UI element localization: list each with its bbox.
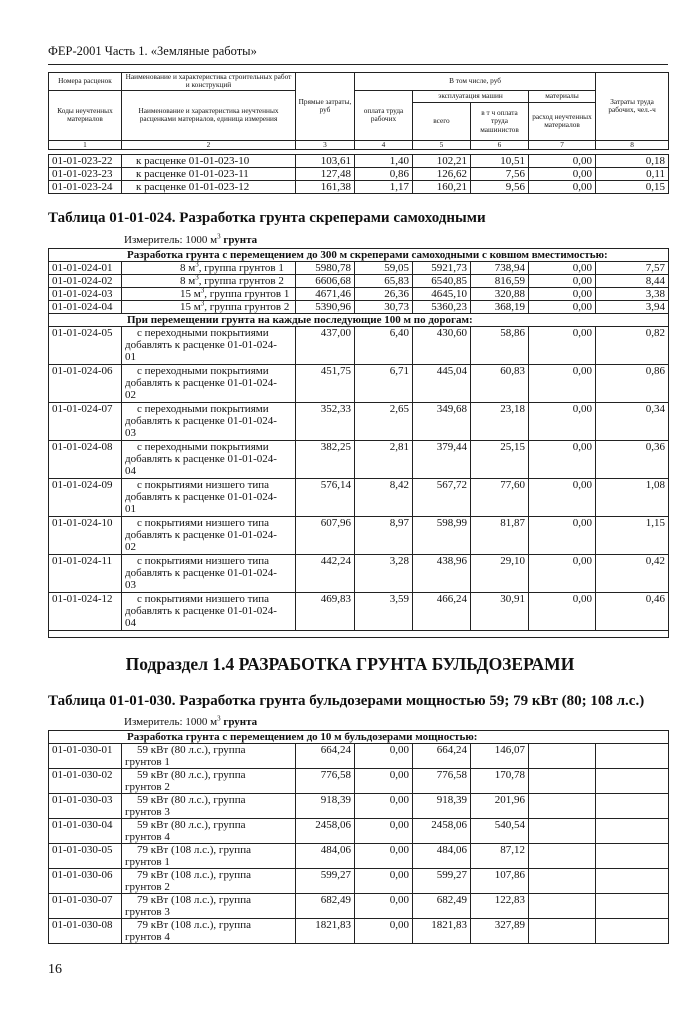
header-materials: материалы (529, 90, 596, 102)
rate-code-cell: 01-01-024-05 (49, 327, 122, 365)
operators-pay-cell: 201,96 (471, 794, 529, 819)
materials-cell: 0,00 (529, 517, 596, 555)
machines-cost-cell: 349,68 (413, 403, 471, 441)
labor-pay-cell: 0,00 (355, 919, 413, 944)
machines-cost-cell: 918,39 (413, 794, 471, 819)
table-row (49, 769, 669, 794)
col-num-6: 6 (471, 140, 529, 149)
operators-pay-cell: 107,86 (471, 869, 529, 894)
labor-pay-cell: 0,00 (355, 769, 413, 794)
header-materials-consumption: расход неучтенных материалов (529, 102, 596, 140)
materials-cell (529, 919, 596, 944)
rate-code-cell: 01-01-024-04 (49, 301, 122, 314)
operators-pay-cell: 60,83 (471, 365, 529, 403)
operators-pay-cell: 77,60 (471, 479, 529, 517)
description-cell: с переходными покрытиями добавлять к расценке 01-01-024- 03 (122, 403, 296, 441)
operators-pay-cell: 368,19 (471, 301, 529, 314)
operators-pay-cell: 30,91 (471, 593, 529, 631)
table-030-title: Таблица 01-01-030. Разработка грунта бульдозерами мощностью 59; 79 кВт (80; 108 л.с.) (48, 693, 645, 709)
direct-cost-cell: 576,14 (296, 479, 355, 517)
table-row (49, 168, 669, 181)
table-row (49, 479, 669, 517)
labor-pay-cell: 2,81 (355, 441, 413, 479)
rate-code-cell: 01-01-030-05 (49, 844, 122, 869)
labor-hours-cell (596, 894, 669, 919)
operators-pay-cell: 320,88 (471, 288, 529, 301)
rate-code-cell: 01-01-024-03 (49, 288, 122, 301)
labor-hours-cell: 8,44 (596, 275, 669, 288)
labor-hours-cell: 3,38 (596, 288, 669, 301)
machines-cost-cell: 430,60 (413, 327, 471, 365)
materials-cell: 0,00 (529, 555, 596, 593)
rate-code-cell: 01-01-030-06 (49, 869, 122, 894)
direct-cost-cell: 1821,83 (296, 919, 355, 944)
table-row (49, 275, 669, 288)
machines-cost-cell: 438,96 (413, 555, 471, 593)
operators-pay-cell: 58,86 (471, 327, 529, 365)
labor-pay-cell: 26,36 (355, 288, 413, 301)
labor-pay-cell: 2,65 (355, 403, 413, 441)
machines-cost-cell: 5360,23 (413, 301, 471, 314)
rate-code-cell: 01-01-030-03 (49, 794, 122, 819)
table-row (49, 365, 669, 403)
labor-pay-cell: 1,17 (355, 181, 413, 194)
table-row (49, 441, 669, 479)
table-row (49, 403, 669, 441)
direct-cost-cell: 484,06 (296, 844, 355, 869)
direct-cost-cell: 918,39 (296, 794, 355, 819)
rate-code-cell: 01-01-024-07 (49, 403, 122, 441)
table-024 (48, 248, 669, 638)
direct-cost-cell: 599,27 (296, 869, 355, 894)
labor-hours-cell: 0,42 (596, 555, 669, 593)
machines-cost-cell: 598,99 (413, 517, 471, 555)
machines-cost-cell: 126,62 (413, 168, 471, 181)
labor-hours-cell: 0,82 (596, 327, 669, 365)
direct-cost-cell: 776,58 (296, 769, 355, 794)
table-024-subheader-1: Разработка грунта с перемещением до 300 м скреперами самоходными с ковшом вместимостью: (49, 249, 669, 262)
rate-code-cell: 01-01-023-24 (49, 181, 122, 194)
labor-hours-cell: 0,11 (596, 168, 669, 181)
table-024-meter: Измеритель: 1000 $м^3$ грунта (124, 232, 258, 246)
direct-cost-cell: 103,61 (296, 155, 355, 168)
labor-pay-cell: 0,00 (355, 744, 413, 769)
rate-code-cell: 01-01-030-04 (49, 819, 122, 844)
machines-cost-cell: 4645,10 (413, 288, 471, 301)
rate-code-cell: 01-01-024-12 (49, 593, 122, 631)
operators-pay-cell: 816,59 (471, 275, 529, 288)
direct-cost-cell: 382,25 (296, 441, 355, 479)
machines-cost-cell: 1821,83 (413, 919, 471, 944)
machines-cost-cell: 5921,73 (413, 262, 471, 275)
operators-pay-cell: 7,56 (471, 168, 529, 181)
col-num-8: 8 (596, 140, 669, 149)
machines-cost-cell: 599,27 (413, 869, 471, 894)
labor-hours-cell: 1,08 (596, 479, 669, 517)
labor-pay-cell: 0,00 (355, 894, 413, 919)
rate-code-cell: 01-01-030-07 (49, 894, 122, 919)
labor-pay-cell: 0,00 (355, 844, 413, 869)
materials-cell: 0,00 (529, 327, 596, 365)
description-cell: 79 кВт (108 л.с.), группа грунтов 2 (122, 869, 296, 894)
labor-hours-cell (596, 794, 669, 819)
direct-cost-cell: 2458,06 (296, 819, 355, 844)
description-cell: 15 $м^3$, группа грунтов 2 (122, 301, 296, 314)
labor-hours-cell (596, 919, 669, 944)
rate-code-cell: 01-01-024-08 (49, 441, 122, 479)
table-row (49, 894, 669, 919)
table-024-title: Таблица 01-01-024. Разработка грунта скреперами самоходными (48, 210, 486, 226)
operators-pay-cell: 23,18 (471, 403, 529, 441)
table-030 (48, 730, 669, 944)
description-cell: 59 кВт (80 л.с.), группа грунтов 2 (122, 769, 296, 794)
header-rule (48, 64, 668, 65)
operators-pay-cell: 29,10 (471, 555, 529, 593)
materials-cell: 0,00 (529, 288, 596, 301)
labor-pay-cell: 0,00 (355, 819, 413, 844)
direct-cost-cell: 469,83 (296, 593, 355, 631)
description-cell: с покрытиями низшего типа добавлять к расценке 01-01-024- 01 (122, 479, 296, 517)
operators-pay-cell: 25,15 (471, 441, 529, 479)
materials-cell: 0,00 (529, 262, 596, 275)
rate-code-cell: 01-01-024-10 (49, 517, 122, 555)
machines-cost-cell: 2458,06 (413, 819, 471, 844)
rate-code-cell: 01-01-030-08 (49, 919, 122, 944)
rate-code-cell: 01-01-030-01 (49, 744, 122, 769)
table-row (49, 744, 669, 769)
direct-cost-cell: 6606,68 (296, 275, 355, 288)
table-row (49, 555, 669, 593)
labor-pay-cell: 3,59 (355, 593, 413, 631)
labor-hours-cell (596, 819, 669, 844)
materials-cell (529, 794, 596, 819)
labor-hours-cell: 1,15 (596, 517, 669, 555)
materials-cell: 0,00 (529, 403, 596, 441)
labor-hours-cell (596, 869, 669, 894)
labor-pay-cell: 0,00 (355, 794, 413, 819)
materials-cell: 0,00 (529, 181, 596, 194)
table-row (49, 288, 669, 301)
direct-cost-cell: 682,49 (296, 894, 355, 919)
materials-cell (529, 744, 596, 769)
description-cell: с переходными покрытиями добавлять к расценке 01-01-024- 02 (122, 365, 296, 403)
page-number: 16 (48, 962, 62, 977)
description-cell: 59 кВт (80 л.с.), группа грунтов 1 (122, 744, 296, 769)
labor-hours-cell: 7,57 (596, 262, 669, 275)
machines-cost-cell: 102,21 (413, 155, 471, 168)
top-rows-table (48, 154, 669, 194)
description-cell: 8 $м^3$, группа грунтов 1 (122, 262, 296, 275)
rate-code-cell: 01-01-024-09 (49, 479, 122, 517)
operators-pay-cell: 170,78 (471, 769, 529, 794)
direct-cost-cell: 127,48 (296, 168, 355, 181)
table-row (49, 819, 669, 844)
header-name-top: Наименование и характеристика строительных работ и конструкций (122, 73, 296, 91)
direct-cost-cell: 4671,46 (296, 288, 355, 301)
header-machines: эксплуатация машин (413, 90, 529, 102)
rate-code-cell: 01-01-024-06 (49, 365, 122, 403)
materials-cell: 0,00 (529, 168, 596, 181)
description-cell: к расценке 01-01-023-12 (122, 181, 296, 194)
machines-cost-cell: 466,24 (413, 593, 471, 631)
materials-cell (529, 769, 596, 794)
labor-hours-cell (596, 844, 669, 869)
materials-cell: 0,00 (529, 441, 596, 479)
labor-pay-cell: 8,42 (355, 479, 413, 517)
section-title: Подраздел 1.4 РАЗРАБОТКА ГРУНТА БУЛЬДОЗЕРАМИ (125, 654, 575, 674)
table-row (49, 301, 669, 314)
header-including: В том числе, руб (355, 73, 596, 91)
description-cell: с переходными покрытиями добавлять к расценке 01-01-024- 04 (122, 441, 296, 479)
materials-cell: 0,00 (529, 275, 596, 288)
table-024-subheader-2: При перемещении грунта на каждые последующие 100 м по дорогам: (49, 314, 669, 327)
materials-cell: 0,00 (529, 479, 596, 517)
direct-cost-cell: 451,75 (296, 365, 355, 403)
description-cell: 79 кВт (108 л.с.), группа грунтов 4 (122, 919, 296, 944)
rate-code-cell: 01-01-023-22 (49, 155, 122, 168)
labor-pay-cell: 6,40 (355, 327, 413, 365)
description-cell: к расценке 01-01-023-10 (122, 155, 296, 168)
machines-cost-cell: 445,04 (413, 365, 471, 403)
description-cell: 59 кВт (80 л.с.), группа грунтов 4 (122, 819, 296, 844)
table-030-subheader: Разработка грунта с перемещением до 10 м бульдозерами мощностью: (49, 731, 669, 744)
table-row (49, 327, 669, 365)
direct-cost-cell: 437,00 (296, 327, 355, 365)
machines-cost-cell: 776,58 (413, 769, 471, 794)
materials-cell: 0,00 (529, 593, 596, 631)
materials-cell (529, 869, 596, 894)
labor-hours-cell: 0,18 (596, 155, 669, 168)
machines-cost-cell: 160,21 (413, 181, 471, 194)
rate-code-cell: 01-01-024-01 (49, 262, 122, 275)
materials-cell: 0,00 (529, 301, 596, 314)
running-header: ФЕР-2001 Часть 1. «Земляные работы» (48, 44, 257, 58)
direct-cost-cell: 5980,78 (296, 262, 355, 275)
labor-hours-cell: 0,46 (596, 593, 669, 631)
col-num-1: 1 (49, 140, 122, 149)
operators-pay-cell: 10,51 (471, 155, 529, 168)
description-cell: с покрытиями низшего типа добавлять к расценке 01-01-024- 03 (122, 555, 296, 593)
table-row (49, 593, 669, 631)
operators-pay-cell: 87,12 (471, 844, 529, 869)
operators-pay-cell: 540,54 (471, 819, 529, 844)
description-cell: с покрытиями низшего типа добавлять к расценке 01-01-024- 02 (122, 517, 296, 555)
rate-code-cell: 01-01-023-23 (49, 168, 122, 181)
table-row (49, 155, 669, 168)
table-row (49, 844, 669, 869)
description-cell: с переходными покрытиями добавлять к расценке 01-01-024- 01 (122, 327, 296, 365)
operators-pay-cell: 81,87 (471, 517, 529, 555)
labor-hours-cell: 3,94 (596, 301, 669, 314)
labor-hours-cell (596, 769, 669, 794)
direct-cost-cell: 607,96 (296, 517, 355, 555)
labor-pay-cell: 6,71 (355, 365, 413, 403)
machines-cost-cell: 567,72 (413, 479, 471, 517)
header-labor-hours: Затраты труда рабочих, чел.-ч (596, 73, 669, 141)
direct-cost-cell: 5390,96 (296, 301, 355, 314)
labor-pay-cell: 3,28 (355, 555, 413, 593)
labor-hours-cell (596, 744, 669, 769)
direct-cost-cell: 161,38 (296, 181, 355, 194)
col-num-2: 2 (122, 140, 296, 149)
labor-hours-cell: 0,36 (596, 441, 669, 479)
header-machines-total: всего (413, 102, 471, 140)
table-030-meter: Измеритель: 1000 $м^3$ грунта (124, 714, 258, 728)
labor-pay-cell: 59,05 (355, 262, 413, 275)
rate-code-cell: 01-01-030-02 (49, 769, 122, 794)
operators-pay-cell: 738,94 (471, 262, 529, 275)
table-row (49, 262, 669, 275)
labor-pay-cell: 0,00 (355, 869, 413, 894)
operators-pay-cell: 122,83 (471, 894, 529, 919)
col-num-7: 7 (529, 140, 596, 149)
machines-cost-cell: 484,06 (413, 844, 471, 869)
materials-cell: 0,00 (529, 365, 596, 403)
operators-pay-cell: 9,56 (471, 181, 529, 194)
header-direct-costs: Прямые затраты, руб (296, 73, 355, 141)
header-operators-pay: в т ч оплата труда машинистов (471, 102, 529, 140)
labor-pay-cell: 65,83 (355, 275, 413, 288)
materials-cell (529, 894, 596, 919)
rate-code-cell: 01-01-024-02 (49, 275, 122, 288)
operators-pay-cell: 327,89 (471, 919, 529, 944)
machines-cost-cell: 682,49 (413, 894, 471, 919)
description-cell: 79 кВт (108 л.с.), группа грунтов 3 (122, 894, 296, 919)
description-cell: с покрытиями низшего типа добавлять к расценке 01-01-024- 04 (122, 593, 296, 631)
materials-cell: 0,00 (529, 155, 596, 168)
table-row (49, 517, 669, 555)
col-num-3: 3 (296, 140, 355, 149)
machines-cost-cell: 379,44 (413, 441, 471, 479)
rate-code-cell: 01-01-024-11 (49, 555, 122, 593)
machines-cost-cell: 6540,85 (413, 275, 471, 288)
labor-pay-cell: 8,97 (355, 517, 413, 555)
direct-cost-cell: 442,24 (296, 555, 355, 593)
labor-pay-cell: 0,86 (355, 168, 413, 181)
materials-cell (529, 844, 596, 869)
machines-cost-cell: 664,24 (413, 744, 471, 769)
table-row (49, 869, 669, 894)
description-cell: 59 кВт (80 л.с.), группа грунтов 3 (122, 794, 296, 819)
header-name-bottom: Наименование и характеристика неучтенных расценками материалов, единица измерения (122, 90, 296, 140)
direct-cost-cell: 664,24 (296, 744, 355, 769)
description-cell: к расценке 01-01-023-11 (122, 168, 296, 181)
direct-cost-cell: 352,33 (296, 403, 355, 441)
materials-cell (529, 819, 596, 844)
operators-pay-cell: 146,07 (471, 744, 529, 769)
table-row (49, 794, 669, 819)
col-num-5: 5 (413, 140, 471, 149)
labor-pay-cell: 1,40 (355, 155, 413, 168)
labor-pay-cell: 30,73 (355, 301, 413, 314)
table-row (49, 919, 669, 944)
description-cell: 79 кВт (108 л.с.), группа грунтов 1 (122, 844, 296, 869)
description-cell: 15 $м^3$, группа грунтов 1 (122, 288, 296, 301)
header-codes-bottom: Коды неучтенных материалов (49, 90, 122, 140)
description-cell: 8 $м^3$, группа грунтов 2 (122, 275, 296, 288)
column-header-table (48, 72, 669, 150)
labor-hours-cell: 0,34 (596, 403, 669, 441)
labor-hours-cell: 0,86 (596, 365, 669, 403)
table-row (49, 181, 669, 194)
labor-hours-cell: 0,15 (596, 181, 669, 194)
header-codes-top: Номера расценок (49, 73, 122, 91)
col-num-4: 4 (355, 140, 413, 149)
header-labor-pay: оплата труда рабочих (355, 90, 413, 140)
